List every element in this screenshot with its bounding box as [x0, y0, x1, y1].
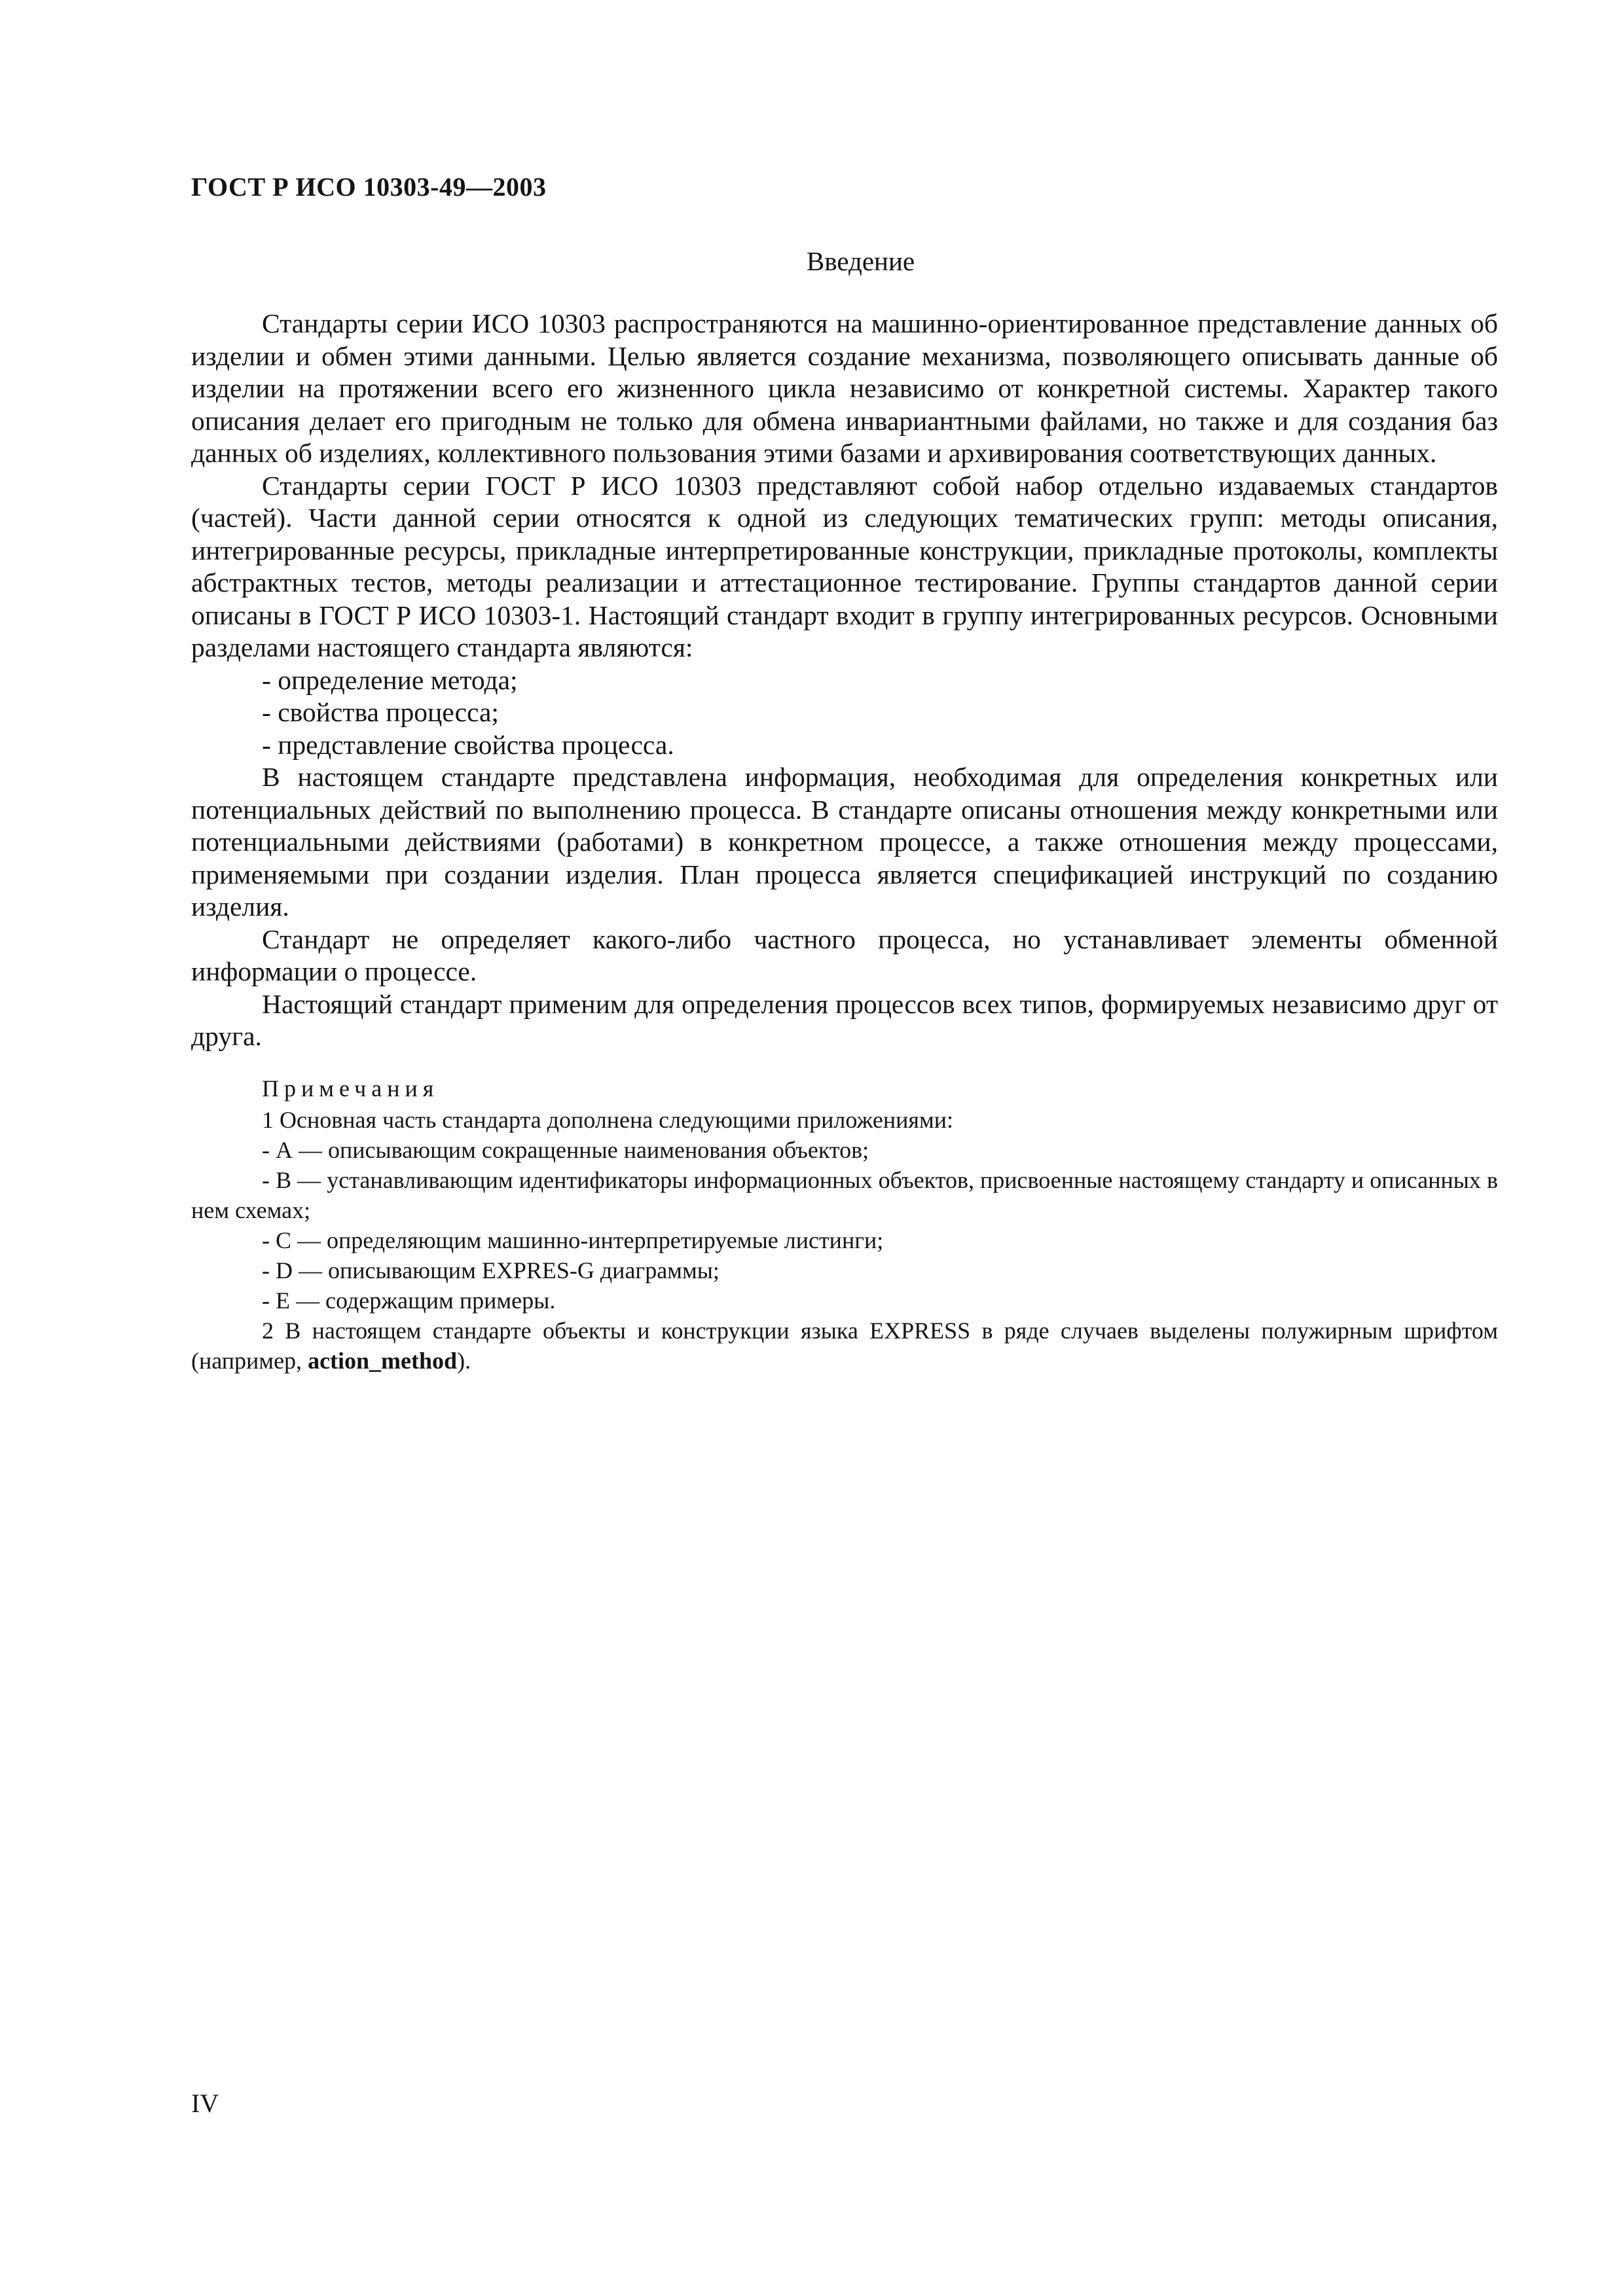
section-title: Введение: [806, 246, 915, 276]
annex-item: - D — описывающим EXPRES-G диаграммы;: [262, 1257, 720, 1283]
annex-item: - Е — содержащим примеры.: [262, 1287, 556, 1314]
note-2-closing: ).: [457, 1348, 471, 1374]
note-2: [191, 1316, 1498, 1376]
document-code: ГОСТ Р ИСО 10303-49—2003: [191, 172, 547, 202]
annex-item: - В — устанавливающим идентификаторы информационных объектов, присвоенные настоящему стандарту и описанных в нем схемах;: [191, 1167, 1498, 1223]
list-item: - представление свойства процесса.: [262, 729, 674, 760]
body-text: [191, 308, 1498, 1053]
paragraph: Стандарты серии ИСО 10303 распространяются на машинно-ориентированное представление данных об изделии и обмен этими данными. Целью является создание механизма, позволяющего описывать данные об изделии на протяжении всего его жизненного цикла независимо от конкретной системы. Характер такого описания делает его пригодным не только для обмена инвариантными файлами, но также и для создания баз данных об изделиях, коллективного пользования этими базами и архивирования соответствующих данных.: [191, 308, 1498, 468]
paragraph: В настоящем стандарте представлена информация, необходимая для определения конкретных или потенциальных действий по выполнению процесса. В стандарте описаны отношения между конкретными или потенциальными действиями (работами) в конкретном процессе, а также отношения между процессами, применяемыми при создании изделия. План процесса является спецификацией инструкций по созданию изделия.: [191, 762, 1498, 922]
paragraph: Стандарты серии ГОСТ Р ИСО 10303 представляют собой набор отдельно издаваемых стандартов (частей). Части данной серии относятся к одной из следующих тематических групп: методы описания, интегрированные ресурсы, прикладные интерпретированные конструкции, прикладные протоколы, комплекты абстрактных тестов, методы реализации и аттестационное тестирование. Группы стандартов данной серии описаны в ГОСТ Р ИСО 10303-1. Настоящий стандарт входит в группу интегрированных ресурсов. Основными разделами настоящего стандарта являются:: [191, 470, 1498, 662]
notes-block: [191, 1073, 1498, 1376]
page-number: IV: [191, 2089, 219, 2118]
annex-item: - А — описывающим сокращенные наименования объектов;: [262, 1137, 869, 1163]
paragraph: Настоящий стандарт применим для определения процессов всех типов, формируемых независимо друг от друга.: [191, 988, 1498, 1051]
note-2-term: action_method: [308, 1348, 458, 1374]
list-item: - определение метода;: [262, 664, 518, 695]
annex-item: - С — определяющим машинно-интерпретируемые листинги;: [262, 1227, 884, 1253]
notes-heading: Примечания: [262, 1075, 439, 1102]
list-item: - свойства процесса;: [262, 697, 499, 727]
paragraph: Стандарт не определяет какого-либо частного процесса, но устанавливает элементы обменной информации о процессе.: [191, 924, 1498, 986]
note-2-text: 2 В настоящем стандарте объекты и конструкции языка EXPRESS в ряде случаев выделены полужирным шрифтом (например,: [191, 1318, 1498, 1374]
note-1-intro: 1 Основная часть стандарта дополнена следующими приложениями:: [262, 1107, 953, 1133]
